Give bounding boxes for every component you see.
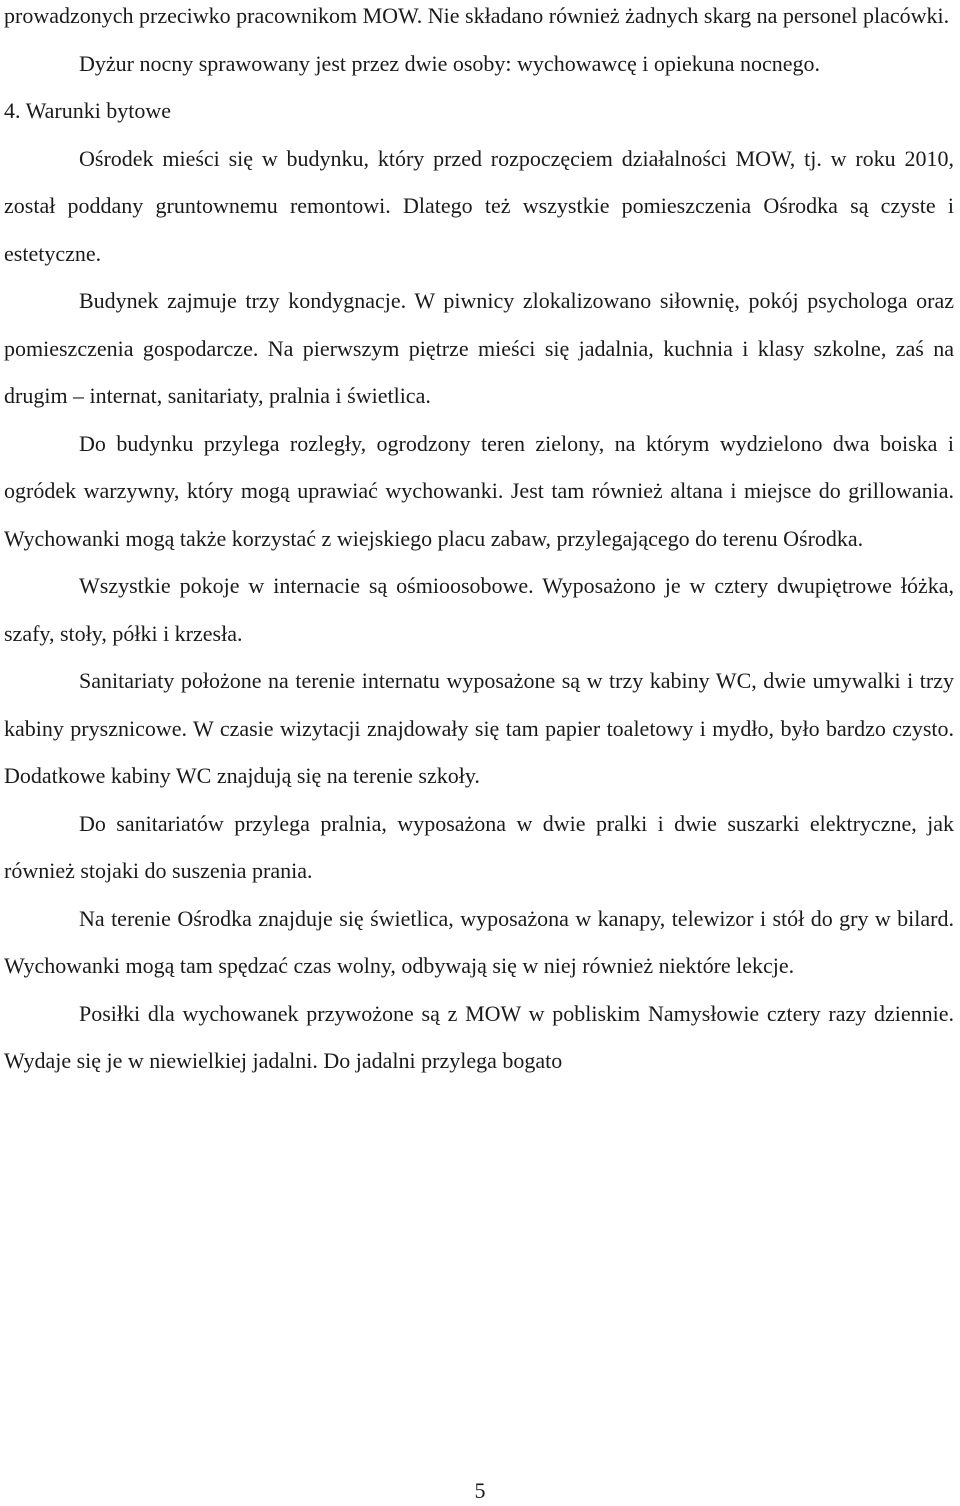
document-page [4, 0, 954, 1085]
paragraph-green-area: Do budynku przylega rozległy, ogrodzony teren zielony, na którym wydzielono dwa boiska i ogródek warzywny, który mogą uprawiać wychowanki. Jest tam również altana i miejsce do grillowania. Wychowanki mogą także korzystać z wiejskiego placu zabaw, przylegającego do terenu Ośrodka. [4, 430, 954, 551]
paragraph-meals: Posiłki dla wychowanek przywożone są z MOW w pobliskim Namysłowie cztery razy dziennie. Wydaje się je w niewielkiej jadalni. Do jadalni przylega bogato [4, 1000, 954, 1073]
paragraph-night-duty: Dyżur nocny sprawowany jest przez dwie osoby: wychowawcę i opiekuna nocnego. [79, 50, 821, 76]
paragraph-sanitary: Sanitariaty położone na terenie internatu wyposażone są w trzy kabiny WC, dwie umywalki i trzy kabiny prysznicowe. W czasie wizytacji znajdowały się tam papier toaletowy i mydło, było bardzo czysto. Dodatkowe kabiny WC znajdują się na terenie szkoły. [4, 668, 954, 788]
paragraph-laundry: Do sanitariatów przylega pralnia, wyposażona w dwie pralki i dwie suszarki elektryczne, jak również stojaki do suszenia prania. [4, 810, 954, 883]
paragraph-building-floors: Budynek zajmuje trzy kondygnacje. W piwnicy zlokalizowano siłownię, pokój psychologa oraz pomieszczenia gospodarcze. Na pierwszym piętrze mieści się jadalnia, kuchnia i klasy szkolne, zaś na drugim – internat, sanitariaty, pralnia i świetlica. [4, 288, 954, 408]
page-number: 5 [474, 1478, 486, 1503]
paragraph-building-renovation: Ośrodek mieści się w budynku, który przed rozpoczęciem działalności MOW, tj. w roku 2010, został poddany gruntownemu remontowi. Dlatego też wszystkie pomieszczenia Ośrodka są czyste i estetyczne. [4, 145, 954, 266]
paragraph-continued: prowadzonych przeciwko pracownikom MOW. Nie składano również żadnych skarg na personel placówki. [4, 3, 950, 28]
paragraph-common-room: Na terenie Ośrodka znajduje się świetlica, wyposażona w kanapy, telewizor i stół do gry w bilard. Wychowanki mogą tam spędzać czas wolny, odbywają się w niej również niektóre lekcje. [4, 905, 954, 978]
paragraph-rooms: Wszystkie pokoje w internacie są ośmioosobowe. Wyposażono je w cztery dwupiętrowe łóżka, szafy, stoły, półki i krzesła. [4, 573, 954, 646]
section-heading: 4. Warunki bytowe [4, 98, 172, 123]
